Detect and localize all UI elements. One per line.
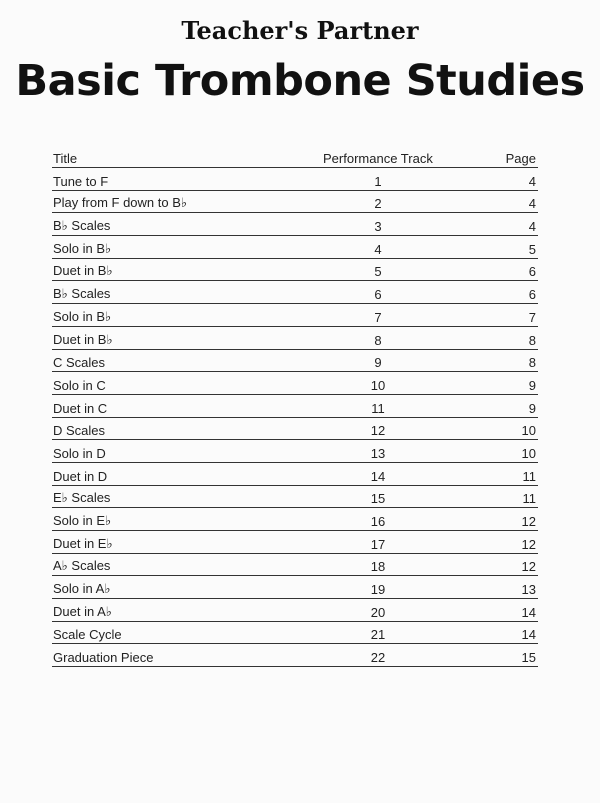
table-row [52, 350, 538, 373]
row-track-number: 21 [370, 627, 386, 643]
table-row [52, 463, 538, 486]
row-page-number: 4 [528, 219, 536, 235]
table-row [52, 418, 538, 441]
row-title: Duet in C [53, 400, 108, 416]
table-row [52, 508, 538, 531]
row-page-number: 11 [522, 491, 536, 507]
column-header-title: Title [53, 151, 78, 166]
row-page-number: 10 [521, 445, 536, 461]
row-page-number: 5 [528, 241, 536, 257]
row-page-number: 9 [528, 377, 536, 393]
column-header-page: Page [505, 151, 536, 166]
row-track-number: 17 [370, 536, 386, 552]
row-title: D Scales [53, 423, 106, 439]
row-track-number: 10 [370, 377, 386, 393]
table-row [52, 622, 538, 645]
table-row [52, 531, 538, 554]
row-title: Graduation Piece [53, 650, 154, 666]
row-title: Duet in B♭ [53, 263, 113, 279]
table-row [52, 304, 538, 327]
row-page-number: 13 [521, 582, 536, 598]
table-row [52, 599, 538, 622]
row-track-number: 18 [370, 559, 386, 575]
row-page-number: 12 [521, 559, 536, 575]
row-track-number: 9 [374, 355, 382, 371]
row-page-number: 8 [528, 332, 536, 348]
row-page-number: 15 [521, 650, 536, 666]
row-track-number: 1 [374, 173, 382, 189]
row-title: Play from F down to B♭ [53, 195, 188, 211]
table-body [52, 168, 538, 667]
row-title: C Scales [53, 355, 106, 371]
row-track-number: 2 [374, 196, 382, 212]
row-page-number: 11 [522, 468, 536, 484]
row-page-number: 6 [528, 264, 536, 280]
row-title: Duet in D [53, 468, 108, 484]
row-page-number: 6 [528, 287, 536, 303]
table-row [52, 486, 538, 509]
row-track-number: 3 [374, 219, 382, 235]
row-track-number: 15 [370, 491, 386, 507]
row-title: Solo in D [53, 445, 106, 461]
table-row [52, 191, 538, 214]
table-row [52, 213, 538, 236]
table-row [52, 236, 538, 259]
row-track-number: 11 [371, 400, 385, 416]
row-title: Duet in B♭ [53, 331, 113, 347]
row-track-number: 5 [374, 264, 382, 280]
row-title: Solo in C [53, 377, 106, 393]
row-title: Duet in E♭ [53, 535, 113, 551]
row-page-number: 9 [528, 400, 536, 416]
table-row [52, 327, 538, 350]
table-row [52, 395, 538, 418]
table-row [52, 259, 538, 282]
row-title: A♭ Scales [53, 558, 111, 574]
row-track-number: 13 [370, 445, 386, 461]
row-page-number: 12 [521, 536, 536, 552]
row-page-number: 12 [521, 514, 536, 529]
row-title: Solo in E♭ [53, 513, 112, 528]
row-track-number: 6 [374, 287, 382, 303]
table-row [52, 644, 538, 667]
table-row [52, 554, 538, 577]
contents-table [52, 146, 538, 667]
table-row [52, 372, 538, 395]
row-title: Solo in B♭ [53, 308, 112, 324]
row-track-number: 22 [370, 650, 386, 666]
row-page-number: 4 [528, 196, 536, 212]
row-title: Duet in A♭ [53, 603, 112, 619]
table-row [52, 168, 538, 191]
page-subtitle: Teacher's Partner [181, 16, 419, 45]
column-header-track: Performance Track [323, 151, 433, 166]
row-title: E♭ Scales [53, 490, 111, 506]
row-track-number: 4 [374, 241, 382, 257]
row-page-number: 14 [521, 627, 536, 643]
row-track-number: 14 [370, 468, 386, 484]
row-track-number: 16 [370, 514, 386, 529]
row-title: Scale Cycle [53, 627, 122, 643]
row-track-number: 8 [374, 332, 382, 348]
row-title: B♭ Scales [53, 218, 111, 234]
row-page-number: 4 [528, 173, 536, 189]
row-track-number: 12 [370, 423, 386, 439]
table-header [52, 146, 538, 168]
row-page-number: 7 [528, 309, 536, 325]
row-page-number: 10 [521, 423, 536, 439]
table-row [52, 576, 538, 599]
row-track-number: 7 [374, 309, 382, 325]
row-title: Solo in B♭ [53, 240, 112, 256]
row-track-number: 19 [370, 582, 386, 598]
table-row [52, 440, 538, 463]
page-title: Basic Trombone Studies [15, 56, 585, 106]
table-row [52, 281, 538, 304]
row-title: Tune to F [53, 173, 109, 189]
row-title: Solo in A♭ [53, 581, 111, 597]
row-page-number: 8 [528, 355, 536, 371]
row-page-number: 14 [521, 604, 536, 620]
row-track-number: 20 [370, 604, 386, 620]
row-title: B♭ Scales [53, 286, 111, 302]
